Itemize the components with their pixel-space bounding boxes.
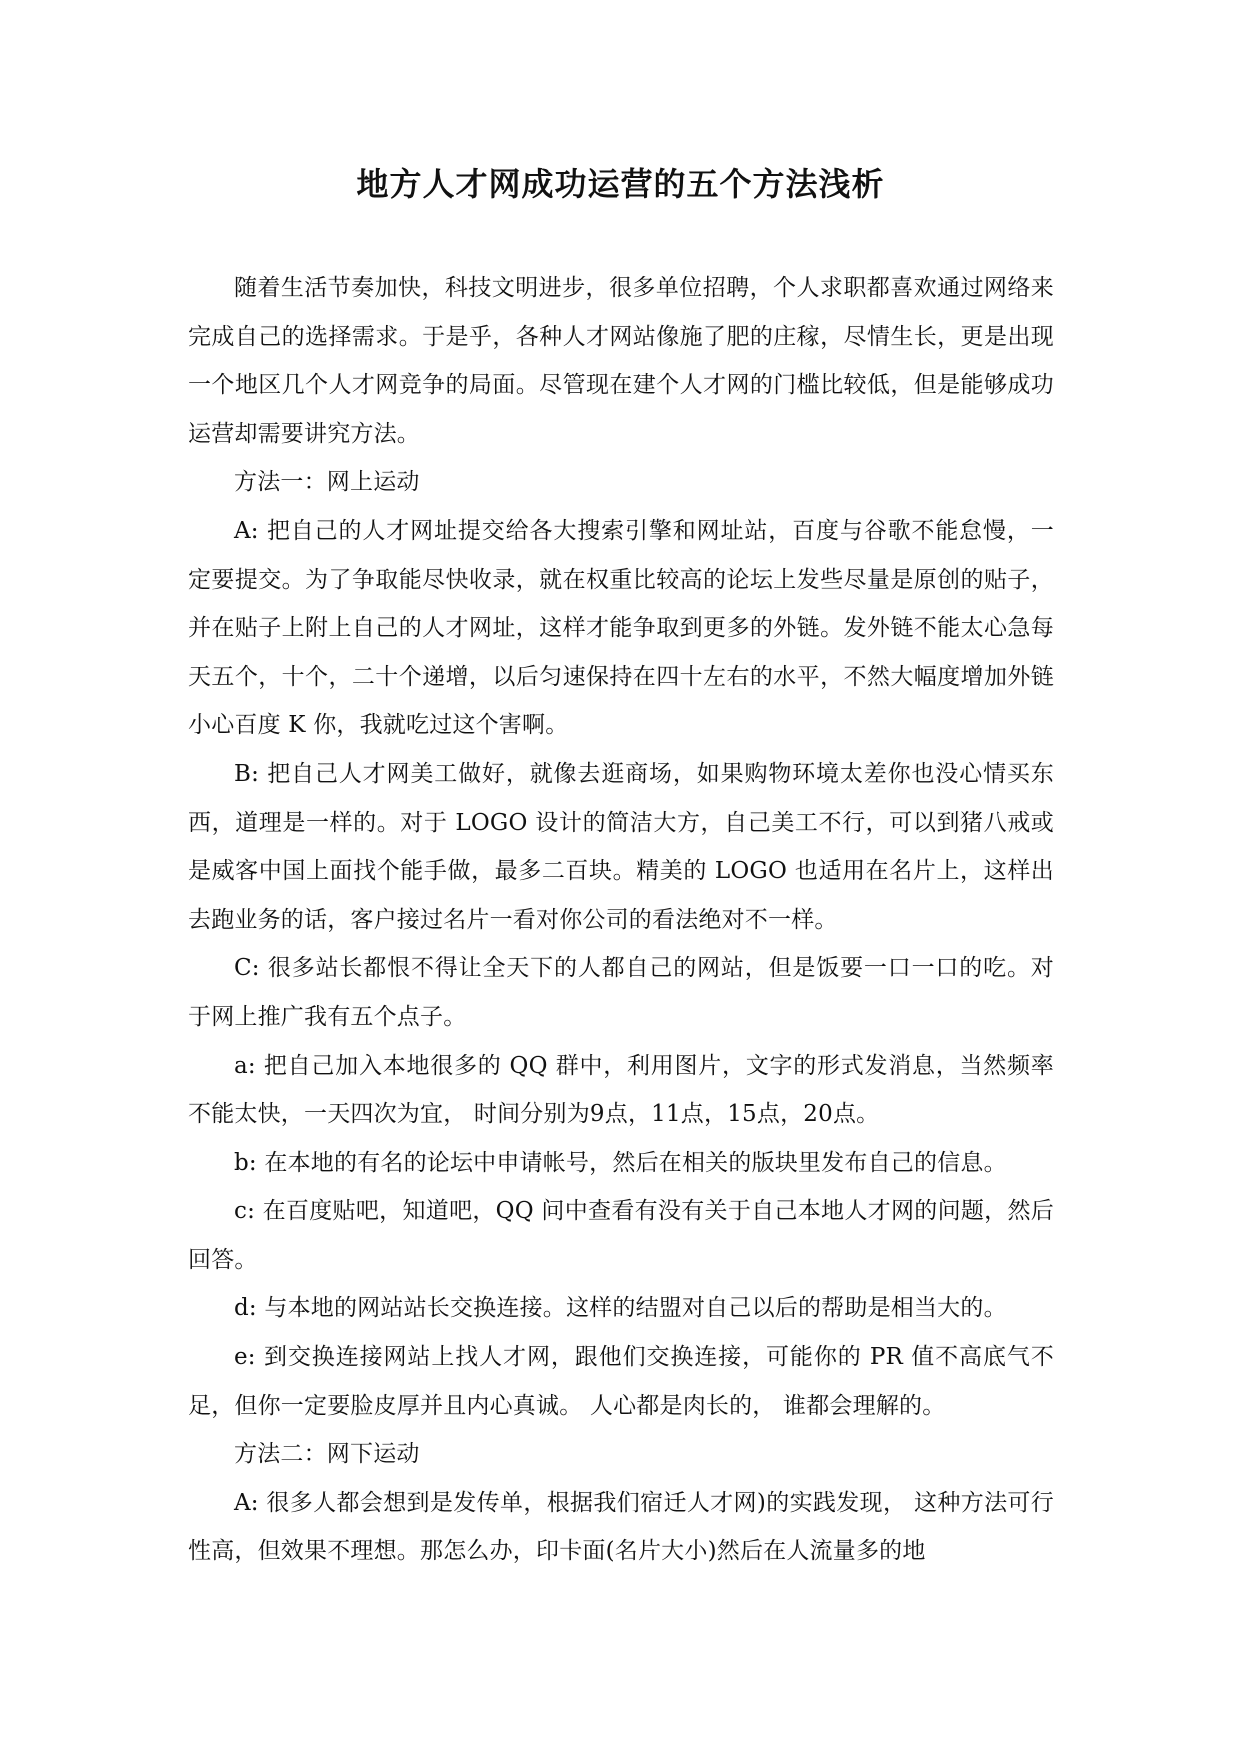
paragraph-method-one-a: A: 把自己的人才网址提交给各大搜索引擎和网址站，百度与谷歌不能怠慢，一定要提交。为了争取能尽快收录，就在权重比较高的论坛上发些尽量是原创的贴子，并在贴子上附上自己的人才网址，这样才能争取到更多的外链。发外链不能太心急每天五个，十个，二十个递增，以后匀速保持在四十左右的水平，不然大幅度增加外链小心百度 K 你，我就吃过这个害啊。 — [188, 517, 1054, 739]
list-item-c: c: 在百度贴吧，知道吧，QQ 问中查看有没有关于自己本地人才网的问题，然后回答。 — [188, 1198, 1054, 1273]
list-item-a: a: 把自己加入本地很多的 QQ 群中，利用图片，文字的形式发消息，当然频率不能太快，一天四次为宜， 时间分别为9点，11点，15点，20点。 — [188, 1052, 1054, 1128]
list-item-b: b: 在本地的有名的论坛中申请帐号，然后在相关的版块里发布自己的信息。 — [234, 1149, 1007, 1176]
section-heading-method-one: 方法一：网上运动 — [234, 469, 420, 496]
section-heading-method-two: 方法二：网下运动 — [234, 1441, 420, 1468]
paragraph-method-two-a: A: 很多人都会想到是发传单，根据我们宿迁人才网)的实践发现， 这种方法可行性高，但效果不理想。那怎么办，印卡面(名片大小)然后在人流量多的地 — [188, 1489, 1054, 1565]
document-title: 地方人才网成功运营的五个方法浅析 — [356, 165, 885, 203]
paragraph-intro: 随着生活节奏加快，科技文明进步，很多单位招聘，个人求职都喜欢通过网络来完成自己的选择需求。于是乎，各种人才网站像施了肥的庄稼，尽情生长，更是出现一个地区几个人才网竞争的局面。尽管现在建个人才网的门槛比较低，但是能够成功运营却需要讲究方法。 — [188, 275, 1054, 447]
list-item-d: d: 与本地的网站站长交换连接。这样的结盟对自己以后的帮助是相当大的。 — [234, 1295, 1007, 1322]
document-body — [188, 264, 1054, 1576]
paragraph-method-one-c: C: 很多站长都恨不得让全天下的人都自己的网站，但是饭要一口一口的吃。对于网上推广我有五个点子。 — [188, 955, 1054, 1030]
paragraph-method-one-b: B: 把自己人才网美工做好，就像去逛商场，如果购物环境太差你也没心情买东西，道理是一样的。对于 LOGO 设计的简洁大方，自己美工不行，可以到猪八戒或是威客中国上面找个能手做，最多二百块。精美的 LOGO 也适用在名片上，这样出去跑业务的话，客户接过名片一看对你公司的看法绝对不一样。 — [188, 760, 1054, 933]
list-item-e: e: 到交换连接网站上找人才网，跟他们交换连接，可能你的 PR 值不高底气不足，但你一定要脸皮厚并且内心真诚。 人心都是肉长的， 谁都会理解的。 — [188, 1344, 1054, 1419]
